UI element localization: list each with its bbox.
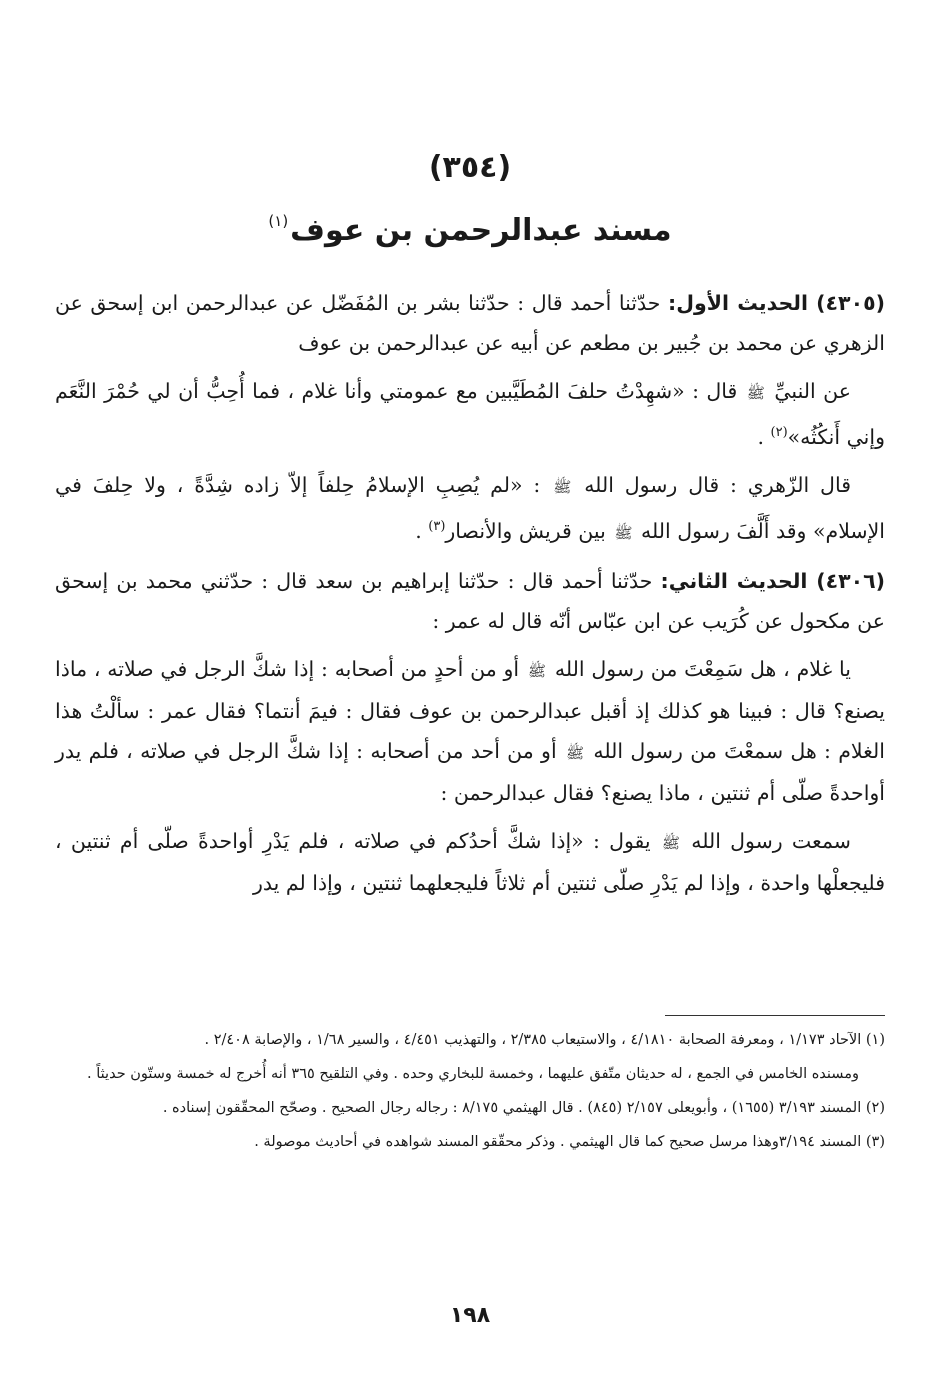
text-run: أو من أحد من أصحابه : إذا شكَّ الرجل في صلاته ، فلم يدر أواحدةً صلّى أم ثنتين ، ماذا يصنع؟ فقال عبدالرحمن : (55, 739, 885, 805)
paragraph (55, 821, 885, 903)
paragraph (55, 465, 885, 553)
footnote-2: (٢) المسند ٣/١٩٣ (١٦٥٥) ، وأبويعلى ٢/١٥٧ (٨٤٥) . قال الهيثمي ٨/١٧٥ : رجاله رجال الصحيح . وصحّح المحقّقون إسناده . (162, 1100, 885, 1116)
footnote-3: (٣) المسند ٣/١٩٤وهذا مرسل صحيح كما قال الهيثمي . وذكر محقّقو المسند شواهده في أحاديث موصولة . (254, 1134, 885, 1150)
hadith-4305 (55, 283, 885, 363)
text-run: : «لم يُصِبِ الإسلامُ حِلفاً إلاّ زاده شِدَّةً ، ولا حِلفَ في الإسلام» وقد أَلَّفَ رسول الله (55, 473, 885, 543)
chapter-title-text: مسند عبدالرحمن بن عوف (290, 213, 672, 248)
salutation-glyph: ﷺ (565, 744, 585, 762)
text-run: قال الزّهري : قال رسول الله (584, 473, 851, 497)
paragraph (55, 371, 885, 457)
chapter-title (55, 212, 885, 248)
hadith-label: (٤٣٠٥) الحديث الأول: (668, 291, 885, 315)
hadith-4306 (55, 561, 885, 641)
main-text (55, 283, 885, 911)
text-run: يقول : «إذا شكَّ أحدُكم في صلاته ، فلم يَدْرِ أواحدةً صلّى أم ثنتين ، فليجعلْها واحدة ، وإذا لم يَدْرِ صلّى ثنتين أم ثلاثاً فليجعلهما ثنتين ، وإذا لم يدر (55, 829, 885, 895)
text-run: أو من أحدٍ من أصحابه : إذا شكَّ الرجل في صلاته ، ماذا يصنع؟ قال : فبينا هو كذلك إذ أقبل عبدالرحمن بن عوف فقال : فيمَ أنتما؟ فقال عمر : سألْتُ هذا الغلام : هل سمعْتَ من رسول الله (55, 657, 885, 763)
hadith-isnad: حدّثنا أحمد قال : حدّثنا إبراهيم بن سعد قال : حدّثني محمد بن إسحق عن مكحول عن كُرَيب عن ابن عبّاس أنّه قال له عمر : (55, 569, 885, 633)
footnote-1: (١) الآحاد ١/١٧٣ ، ومعرفة الصحابة ٤/١٨١٠ ، والاستيعاب ٢/٣٨٥ ، والتهذيب ٤/٤٥١ ، والسير ١/٦٨ ، والإصابة ٢/٤٠٨ . (204, 1032, 885, 1048)
salutation-glyph: ﷺ (553, 478, 572, 496)
page-number: ١٩٨ (449, 1303, 491, 1328)
footnote-divider (665, 1015, 885, 1016)
text-run: عن النبيِّ (774, 379, 851, 403)
footnote-ref: (٢) (770, 425, 788, 440)
salutation-glyph: ﷺ (746, 384, 765, 402)
text-run: قال : «شهِدْتُ حلفَ المُطَيَّبين مع عمومتي وأنا غلام ، فما أُحِبُّ أن لي حُمْرَ النَّعَم وإني أَنكُثُه» (55, 379, 885, 449)
hadith-label: (٤٣٠٦) الحديث الثاني: (660, 569, 885, 593)
text-run: . (757, 425, 764, 449)
footnote-ref: (٣) (428, 519, 446, 534)
footnotes (55, 1027, 885, 1163)
text-run: . (415, 519, 422, 543)
text-run: بين قريش والأنصار (445, 519, 606, 543)
footnote-1-continued: ومسنده الخامس في الجمع ، له حديثان متّفق عليهما ، وخمسة للبخاري وحده . وفي التلقيح ٣٦٥ أنه أُخرج له خمسة وستّون حديثاً . (87, 1066, 859, 1082)
footnote-ref: (١) (268, 212, 289, 230)
salutation-glyph: ﷺ (527, 662, 547, 680)
chapter-number: (٣٥٤) (428, 150, 512, 185)
hadith-isnad: حدّثنا أحمد قال : حدّثنا بشر بن المُفَضّل عن عبدالرحمن ابن إسحق عن الزهري عن محمد بن جُبير بن مطعم عن أبيه عن عبدالرحمن بن عوف (55, 291, 885, 355)
text-run: يا غلام ، هل سَمِعْتَ من رسول الله (554, 657, 851, 681)
book-page (55, 0, 885, 1379)
salutation-glyph: ﷺ (614, 524, 633, 542)
salutation-glyph: ﷺ (661, 834, 680, 852)
paragraph (55, 649, 885, 813)
text-run: سمعت رسول الله (691, 829, 851, 853)
